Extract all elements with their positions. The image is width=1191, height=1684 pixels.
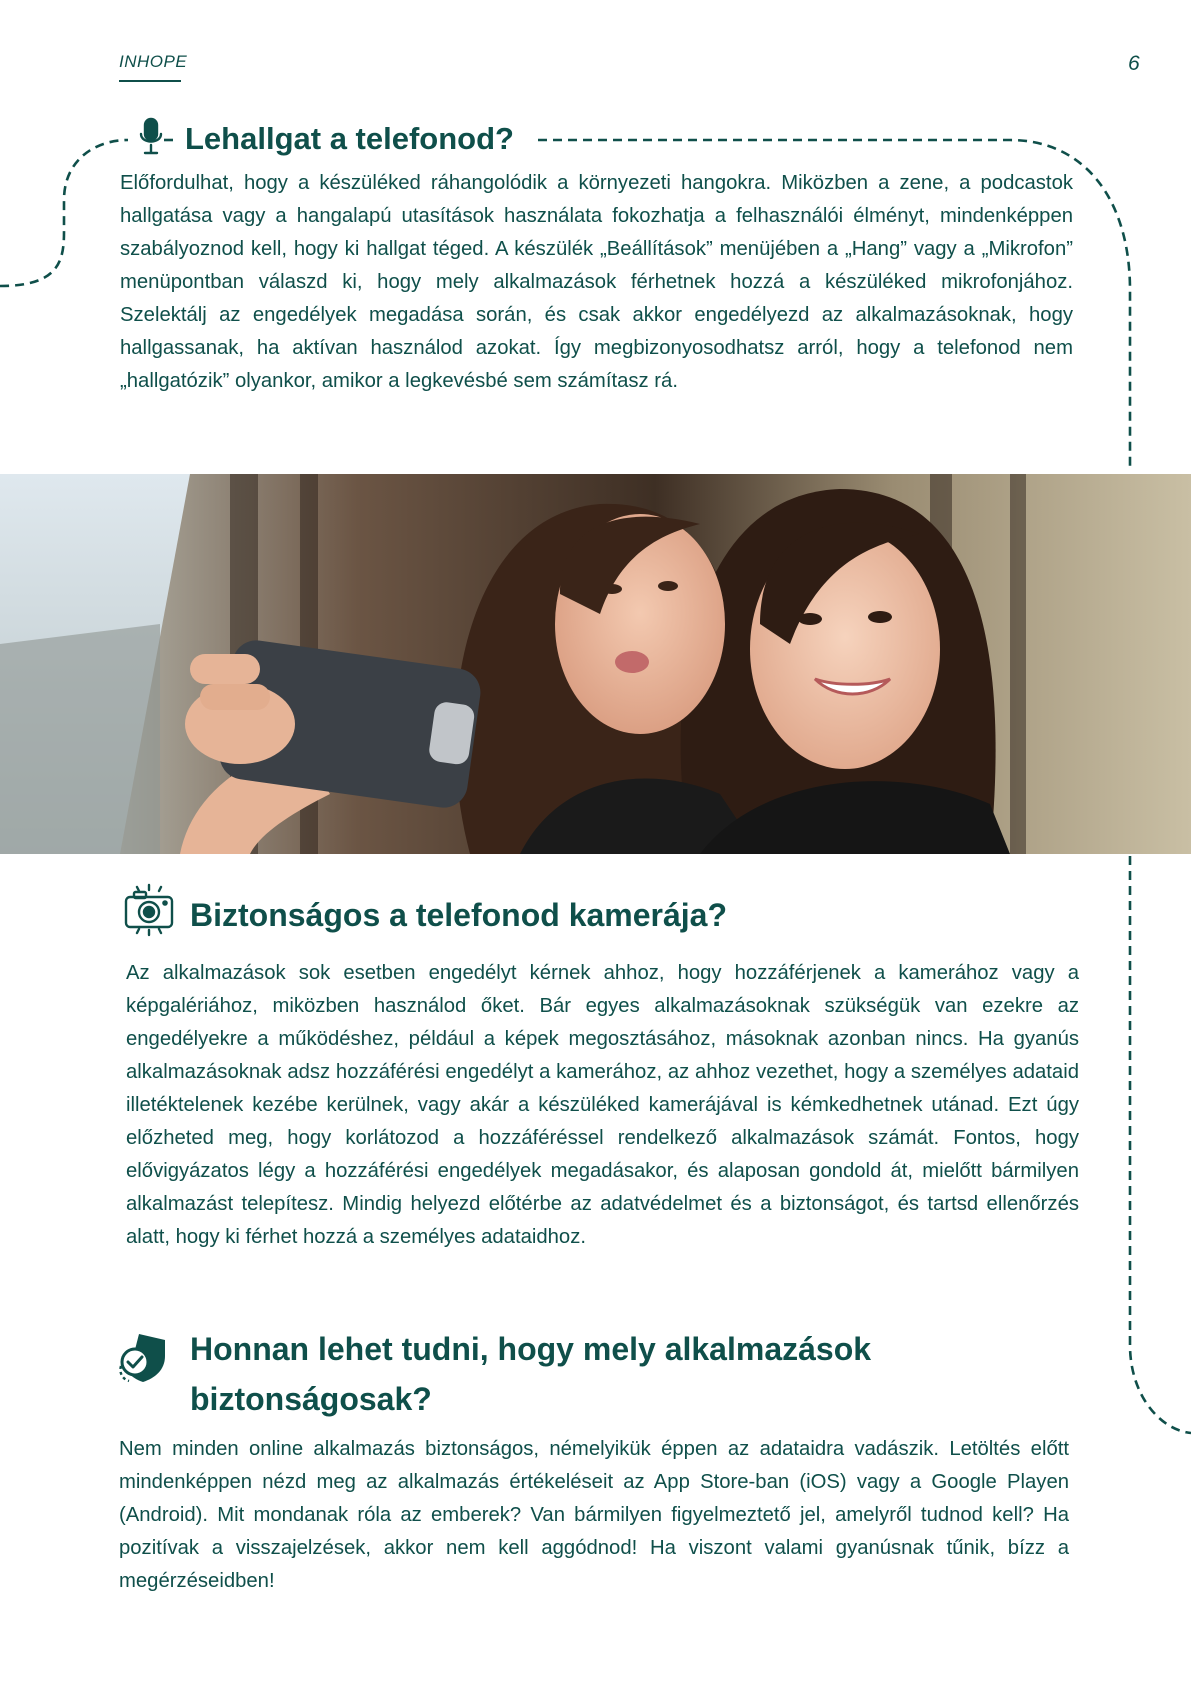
header-label: INHOPE — [119, 52, 188, 71]
header-underline — [119, 80, 181, 82]
section-body-safe-apps: Nem minden online alkalmazás biztonságos, némelyikük éppen az adataidra vadászik. Letöltés előtt mindenképpen nézd meg az alkalmazás értékeléseit az App Store-ban (iOS) vagy a Google Playen (Android). Mit mondanak róla az emberek? Van bármilyen figyelmeztető jel, amelyről tudnod kell? Ha pozitívak a visszajelzések, akkor nem kell aggódnod! Ha viszont valami gyanúsnak tűnik, bízz a megérzéseidben! — [119, 1438, 1069, 1592]
selfie-photo — [0, 474, 1191, 854]
shield-check-icon — [117, 1330, 171, 1384]
microphone-icon — [137, 117, 165, 157]
section-body-camera: Az alkalmazások sok esetben engedélyt kérnek ahhoz, hogy hozzáférjenek a kamerához vagy a képgalériához, miközben használod őket. Bár egyes alkalmazásoknak szükségük van ezekre az engedélyekre a működéshez, például a képek megosztásához, másoknak azonban nincs. Ha gyanús alkalmazásoknak adsz hozzáférési engedélyt a kamerához, az ahhoz vezethet, hogy a személyes adataid illetéktelenek kezébe kerülnek, vagy akár a készüléked kamerájával is kémkedhetnek utánad. Ezt úgy előzheted meg, hogy korlátozod a hozzáféréssel rendelkező alkalmazások számát. Fontos, hogy elővigyázatos légy a hozzáférési engedélyek megadásakor, és alaposan gondold át, mielőtt bármilyen alkalmazást telepítesz. Mindig helyezd előtérbe az adatvédelmet és a biztonságot, és tartsd ellenőrzés alatt, hogy ki férhet hozzá a személyes adataidhoz. — [126, 962, 1079, 1248]
section-title-camera: Biztonságos a telefonod kamerája? — [190, 897, 728, 933]
section-body-microphone: Előfordulhat, hogy a készüléked ráhangolódik a környezeti hangokra. Miközben a zene, a podcastok hallgatása vagy a hangalapú utasítások használata fokozhatja a felhasználói élményt, mindenképpen szabályoznod kell, hogy ki hallgat téged. A készülék „Beállítások” menüjében a „Hang” vagy a „Mikrofon” menüpontban válaszd ki, hogy mely alkalmazások férhetnek hozzá a készüléked mikrofonjához. Szelektálj az engedélyek megadása során, és csak akkor engedélyezd az alkalmazásoknak, hogy hallgassanak, ha aktívan használod azokat. Így megbizonyosodhatsz arról, hogy a telefonod nem „hallgatózik” olyankor, amikor a legkevésbé sem számítasz rá. — [120, 172, 1073, 392]
camera-icon — [123, 883, 175, 937]
section-title-safe-apps: Honnan lehet tudni, hogy mely alkalmazások biztonságosak? — [190, 1331, 872, 1417]
page-number: 6 — [1128, 52, 1140, 75]
section-title-microphone: Lehallgat a telefonod? — [185, 121, 514, 156]
